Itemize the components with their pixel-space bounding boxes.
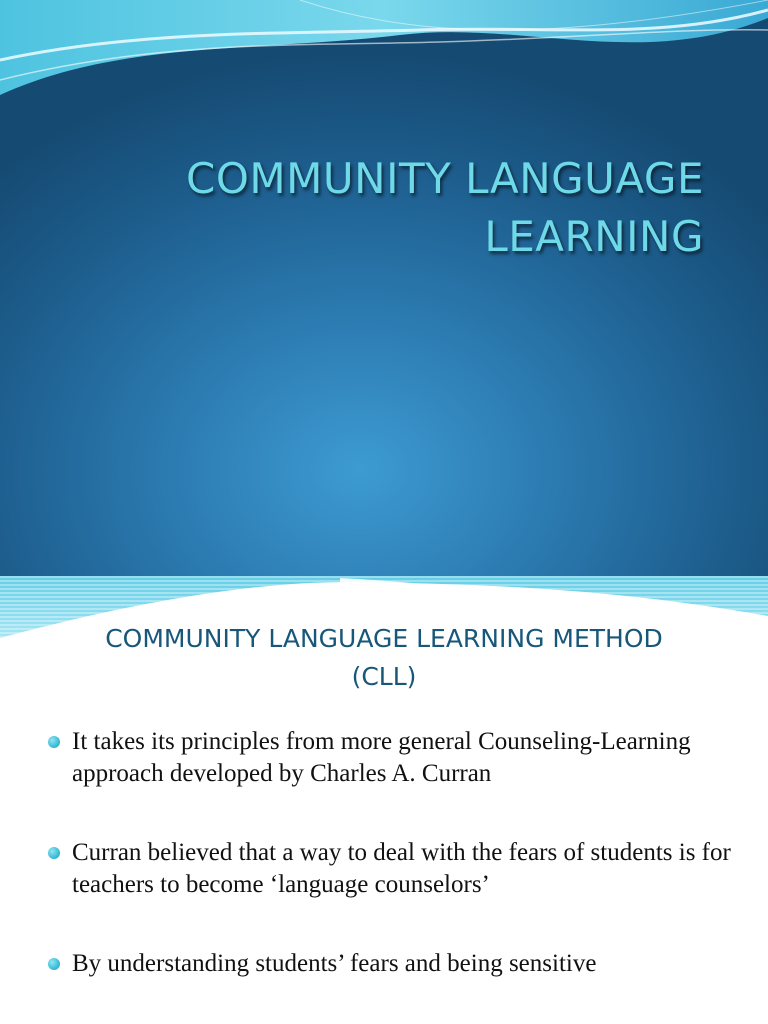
bullet-dot-icon: [48, 847, 60, 859]
wave-header-decoration: [0, 0, 768, 110]
content-slide-title-line-1: COMMUNITY LANGUAGE LEARNING METHOD: [105, 624, 663, 653]
slide-title: [84, 150, 704, 266]
content-slide-title: [0, 620, 768, 696]
slide-title-line-1: COMMUNITY LANGUAGE: [186, 154, 704, 203]
bullet-text: Curran believed that a way to deal with the fears of students is for teachers to become ‘language counselors’: [72, 839, 731, 898]
bullet-list: [48, 726, 748, 1024]
bullet-dot-icon: [48, 736, 60, 748]
bullet-text: It takes its principles from more general Counseling-Learning approach developed by Charles A. Curran: [72, 728, 691, 787]
content-slide-title-line-2: (CLL): [351, 662, 417, 691]
list-item: [48, 948, 748, 980]
bullet-text: By understanding students’ fears and being sensitive: [72, 950, 597, 977]
bullet-dot-icon: [48, 958, 60, 970]
list-item: [48, 726, 748, 790]
slide-title-line-2: LEARNING: [484, 212, 704, 261]
content-slide: [0, 576, 768, 1024]
list-item: [48, 837, 748, 901]
